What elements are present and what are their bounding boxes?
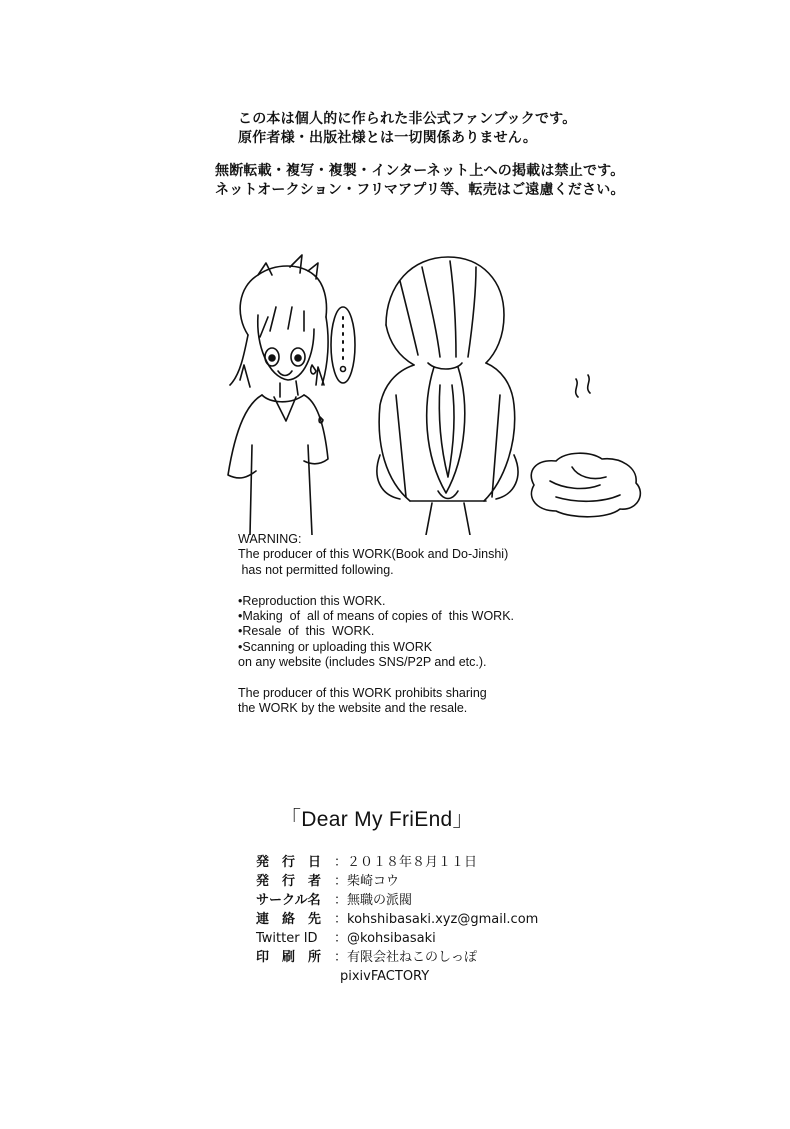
warning-item: on any website (includes SNS/P2P and etc.).	[238, 655, 487, 670]
colophon-label: 発 行 者	[256, 874, 322, 889]
warning-item: •Reproduction this WORK.	[238, 593, 386, 608]
colophon-value: ：有限会社ねこのしっぽ	[334, 950, 478, 965]
english-warning	[238, 532, 514, 717]
tall-girl-figure	[377, 257, 518, 535]
japanese-warning	[215, 162, 625, 200]
warning-closing-line: The producer of this WORK prohibits sharing	[238, 685, 487, 700]
colophon-value: ：無職の派閥	[334, 893, 413, 908]
speech-bubble	[331, 307, 355, 383]
colophon-label: 連 絡 先	[256, 912, 322, 927]
colophon-row	[256, 872, 538, 891]
warning-line-jp: ネットオークション・フリマアプリ等、転売はご遠慮ください。	[215, 182, 625, 198]
book-title: 「Dear My FriEnd」	[280, 808, 474, 831]
warning-item: •Making of all of means of copies of this WORK.	[238, 608, 515, 623]
colophon-row	[256, 891, 538, 910]
warning-item: •Scanning or uploading this WORK	[238, 639, 433, 654]
colophon-row	[256, 910, 538, 929]
colophon-value: pixivFACTORY	[340, 969, 430, 984]
colophon-label: Twitter ID	[256, 931, 318, 946]
warning-intro-line: has not permitted following.	[238, 562, 394, 577]
warning-item: •Resale of this WORK.	[238, 624, 375, 639]
colophon-value: ：２０１８年８月１１日	[334, 855, 478, 870]
colophon-row	[256, 967, 538, 986]
notice-line: この本は個人的に作られた非公式ファンブックです。	[238, 111, 577, 127]
colophon-value: ：@kohsibasaki	[334, 931, 436, 946]
colophon-label: サークル名	[256, 893, 321, 908]
colophon-label	[256, 967, 334, 986]
clothes-pile	[531, 375, 640, 517]
warning-intro-line: The producer of this WORK(Book and Do-Jinshi)	[238, 547, 509, 562]
colophon-value: ：柴崎コウ	[334, 874, 400, 889]
warning-line-jp: 無断転載・複写・複製・インターネット上への掲載は禁止です。	[215, 163, 625, 179]
japanese-notice	[238, 110, 576, 148]
colophon-value: ：kohshibasaki.xyz@gmail.com	[334, 912, 539, 927]
warning-closing-line: the WORK by the website and the resale.	[238, 701, 468, 716]
character-illustration	[200, 245, 660, 535]
colophon-row	[256, 948, 538, 967]
warning-heading: WARNING:	[238, 532, 302, 546]
colophon	[256, 853, 538, 986]
girl-figure	[228, 255, 328, 535]
notice-line: 原作者様・出版社様とは一切関係ありません。	[238, 130, 538, 146]
colophon-row	[256, 929, 538, 948]
colophon-label: 印 刷 所	[256, 950, 322, 965]
colophon-row	[256, 853, 538, 872]
colophon-label: 発 行 日	[256, 855, 322, 870]
